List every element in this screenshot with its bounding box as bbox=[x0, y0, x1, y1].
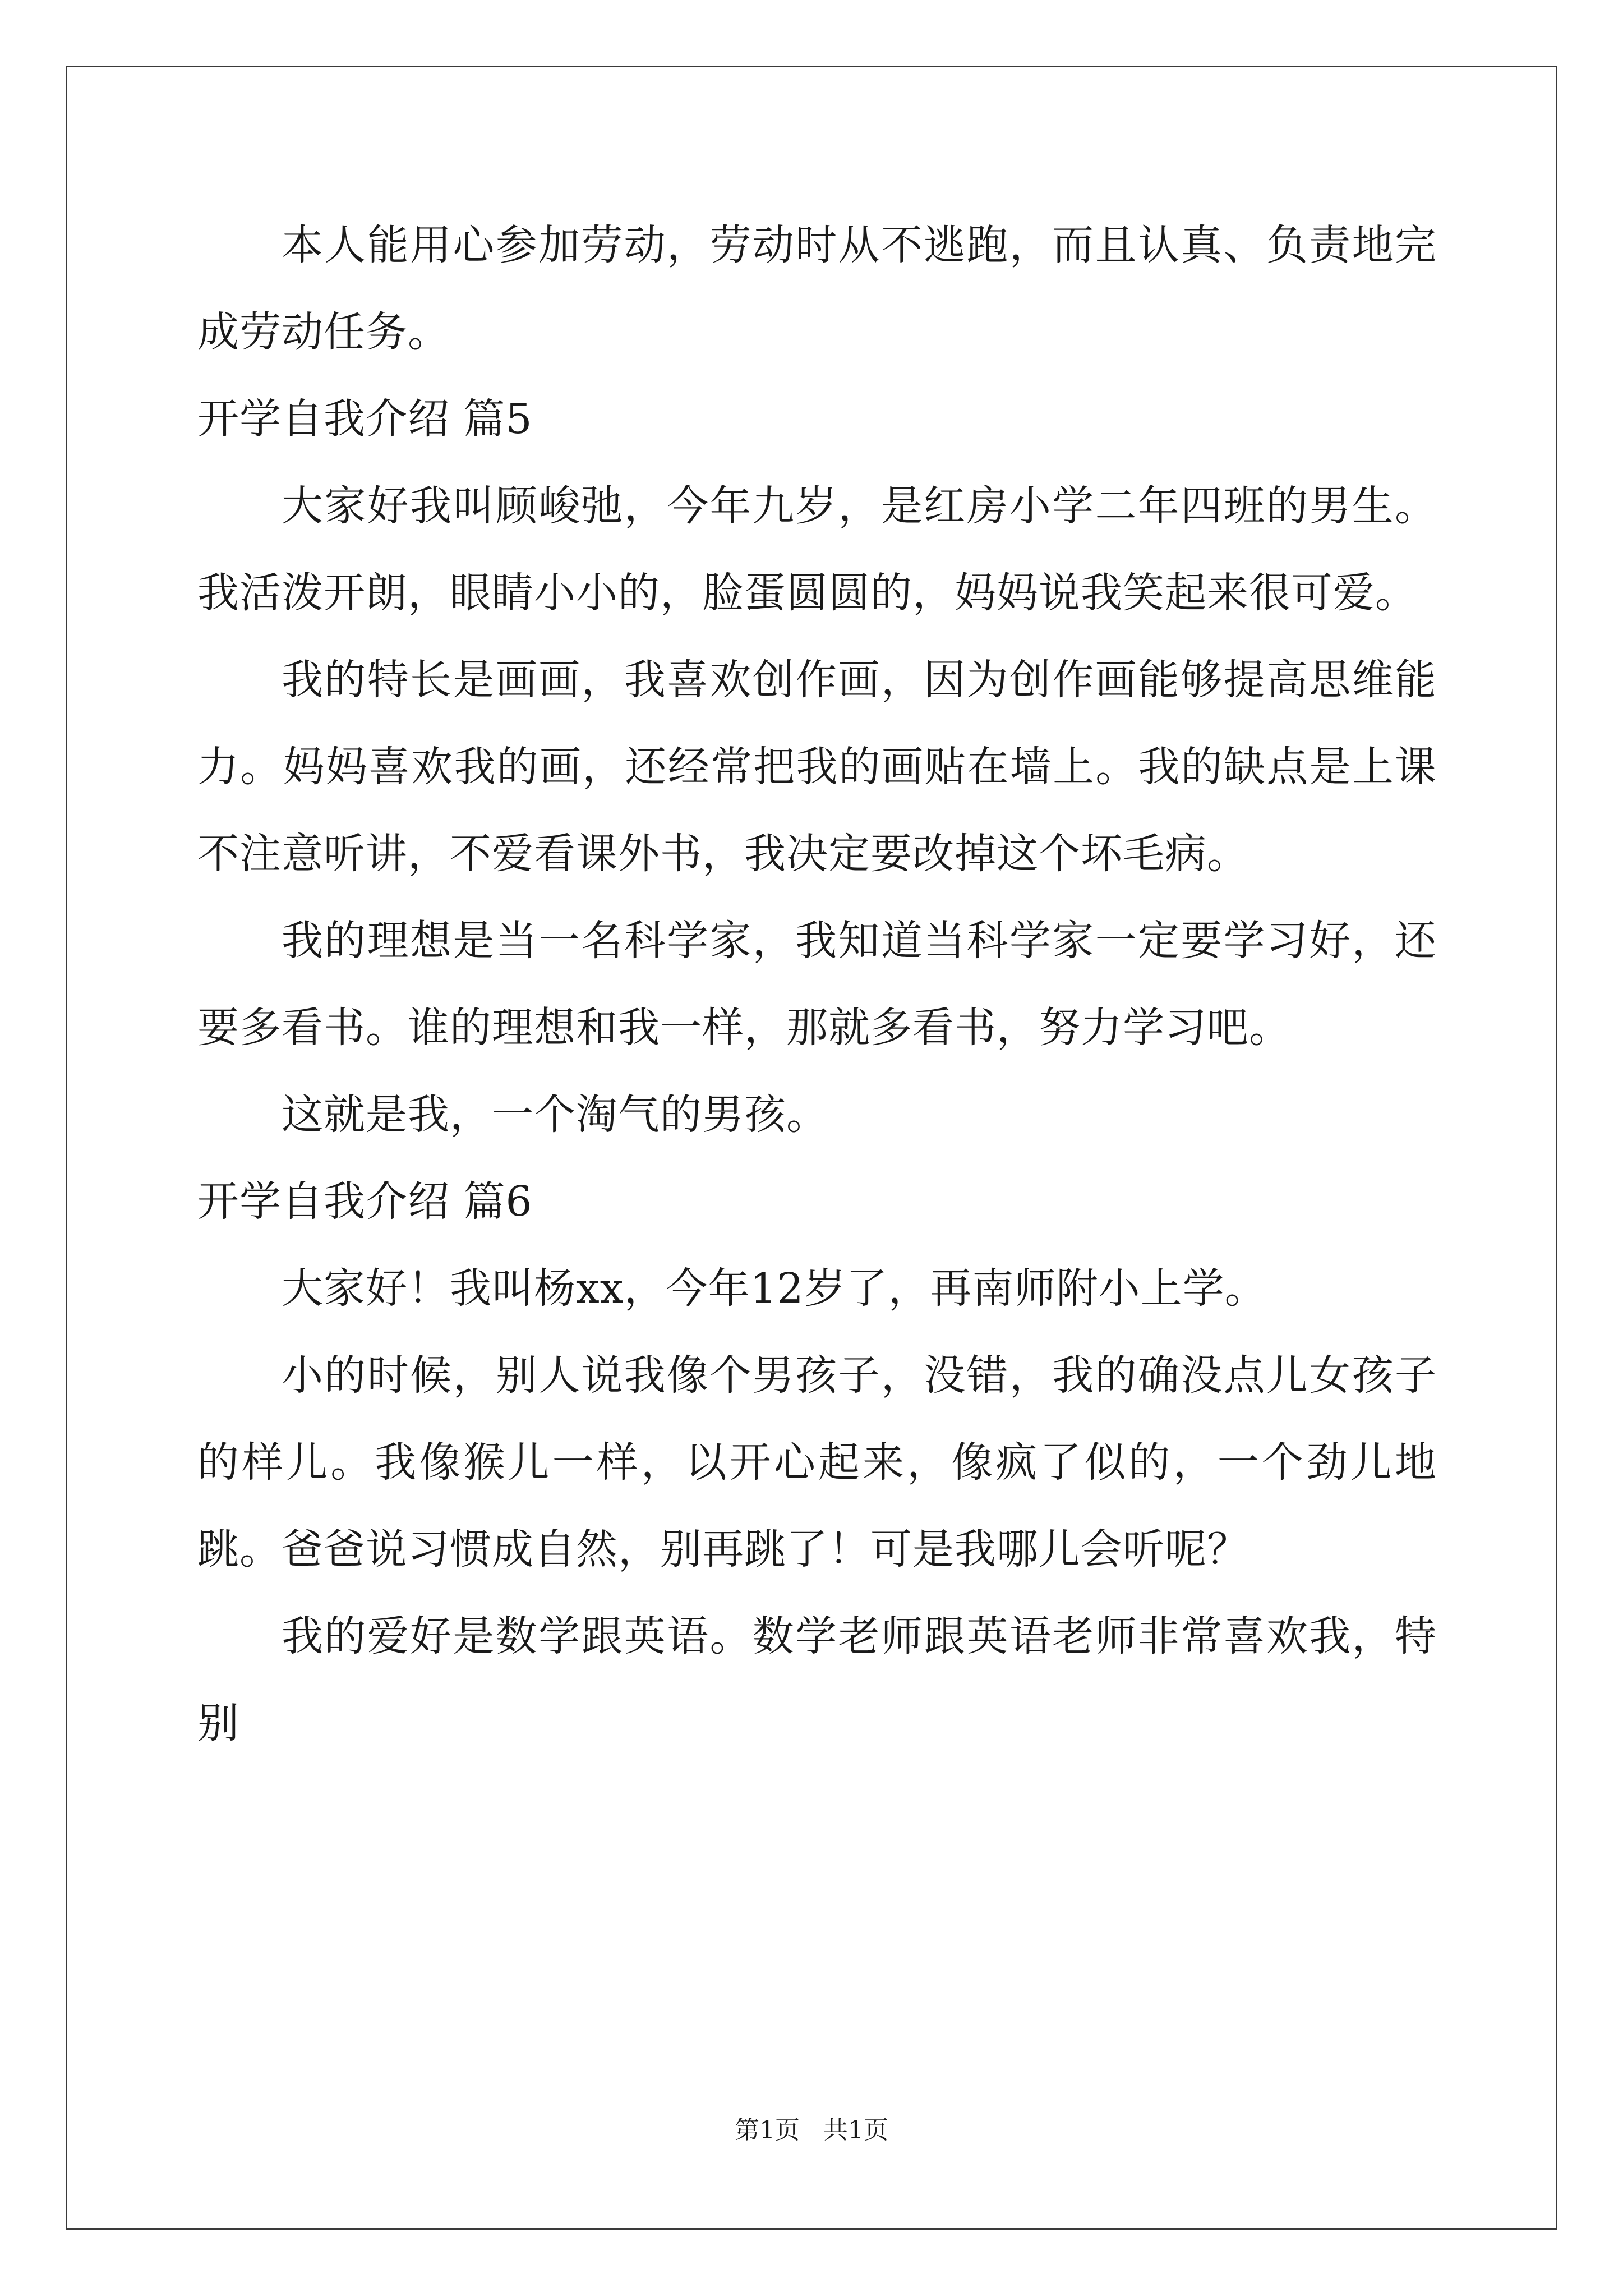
page-footer bbox=[0, 2114, 1623, 2147]
paragraph: 我的爱好是数学跟英语。数学老师跟英语老师非常喜欢我，特别 bbox=[197, 1612, 1437, 1747]
document-body bbox=[197, 202, 1437, 1767]
paragraph: 大家好！我叫杨xx，今年12岁了，再南师附小上学。 bbox=[282, 1264, 1267, 1313]
section-heading: 开学自我介绍 篇5 bbox=[197, 395, 533, 443]
paragraph: 这就是我，一个淘气的男孩。 bbox=[282, 1091, 828, 1139]
section-heading: 开学自我介绍 篇6 bbox=[197, 1177, 533, 1226]
page-number: 第1页 bbox=[735, 2116, 800, 2145]
page-total: 共1页 bbox=[823, 2116, 888, 2145]
paragraph: 我的理想是当一名科学家，我知道当科学家一定要学习好，还要多看书。谁的理想和我一样，那就多看书，努力学习吧。 bbox=[197, 917, 1437, 1052]
paragraph: 本人能用心参加劳动，劳动时从不逃跑，而且认真、负责地完成劳动任务。 bbox=[197, 221, 1437, 356]
paragraph: 大家好我叫顾峻弛，今年九岁，是红房小学二年四班的男生。我活泼开朗，眼睛小小的，脸蛋圆圆的，妈妈说我笑起来很可爱。 bbox=[197, 482, 1437, 617]
paragraph: 我的特长是画画，我喜欢创作画，因为创作画能够提高思维能力。妈妈喜欢我的画，还经常把我的画贴在墙上。我的缺点是上课不注意听讲，不爱看课外书，我决定要改掉这个坏毛病。 bbox=[197, 656, 1437, 878]
paragraph: 小的时候，别人说我像个男孩子，没错，我的确没点儿女孩子的样儿。我像猴儿一样，以开心起来，像疯了似的，一个劲儿地跳。爸爸说习惯成自然，别再跳了！可是我哪儿会听呢？ bbox=[197, 1351, 1437, 1573]
